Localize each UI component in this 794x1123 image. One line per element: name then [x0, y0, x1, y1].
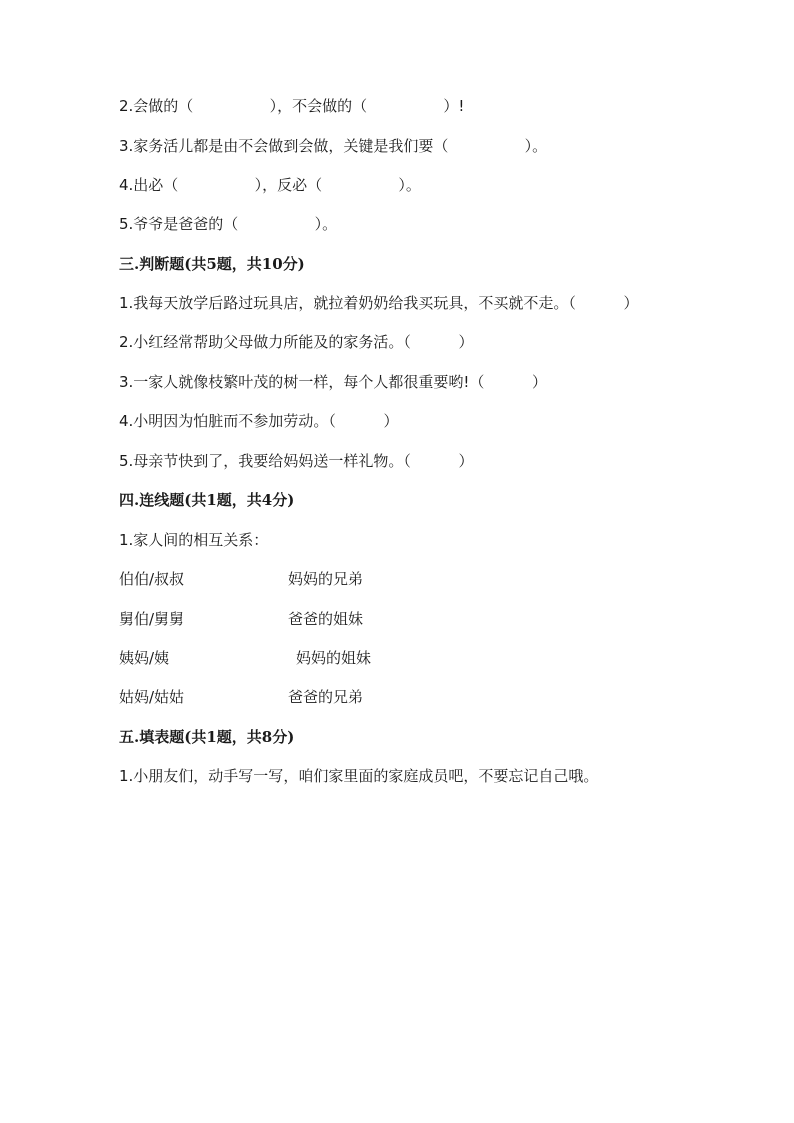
matching-left-item-2: 舅伯/舅舅	[119, 610, 185, 628]
true-false-item-5: 5.母亲节快到了，我要给妈妈送一样礼物。（ ）	[119, 452, 474, 470]
matching-right-item-4: 爸爸的兄弟	[288, 688, 364, 706]
true-false-item-4: 4.小明因为怕脏而不参加劳动。（ ）	[119, 412, 399, 430]
true-false-item-2: 2.小红经常帮助父母做力所能及的家务活。（ ）	[119, 333, 474, 351]
matching-question: 1.家人间的相互关系：	[119, 531, 269, 549]
matching-left-item-1: 伯伯/叔叔	[119, 570, 185, 588]
fill-blank-item-2: 2.会做的（ ），不会做的（ ）!	[119, 97, 465, 115]
fill-table-question: 1.小朋友们，动手写一写，咱们家里面的家庭成员吧，不要忘记自己哦。	[119, 767, 599, 785]
section-5-heading: 五.填表题(共1题，共8分)	[119, 728, 295, 746]
matching-right-item-2: 爸爸的姐妹	[288, 610, 364, 628]
matching-right-item-1: 妈妈的兄弟	[288, 570, 364, 588]
true-false-item-1: 1.我每天放学后路过玩具店，就拉着奶奶给我买玩具，不买就不走。（ ）	[119, 294, 639, 312]
true-false-item-3: 3.一家人就像枝繁叶茂的树一样，每个人都很重要哟!（ ）	[119, 373, 548, 391]
section-3-heading: 三.判断题(共5题，共10分)	[119, 255, 305, 273]
fill-blank-item-4: 4.出必（ ），反必（ ）。	[119, 176, 421, 194]
matching-left-item-3: 姨妈/姨	[119, 649, 170, 667]
section-4-heading: 四.连线题(共1题，共4分)	[119, 491, 295, 509]
matching-left-item-4: 姑妈/姑姑	[119, 688, 185, 706]
fill-blank-item-5: 5.爷爷是爸爸的（ ）。	[119, 215, 338, 233]
matching-right-item-3: 妈妈的姐妹	[296, 649, 372, 667]
fill-blank-item-3: 3.家务活儿都是由不会做到会做，关键是我们要（ ）。	[119, 137, 548, 155]
